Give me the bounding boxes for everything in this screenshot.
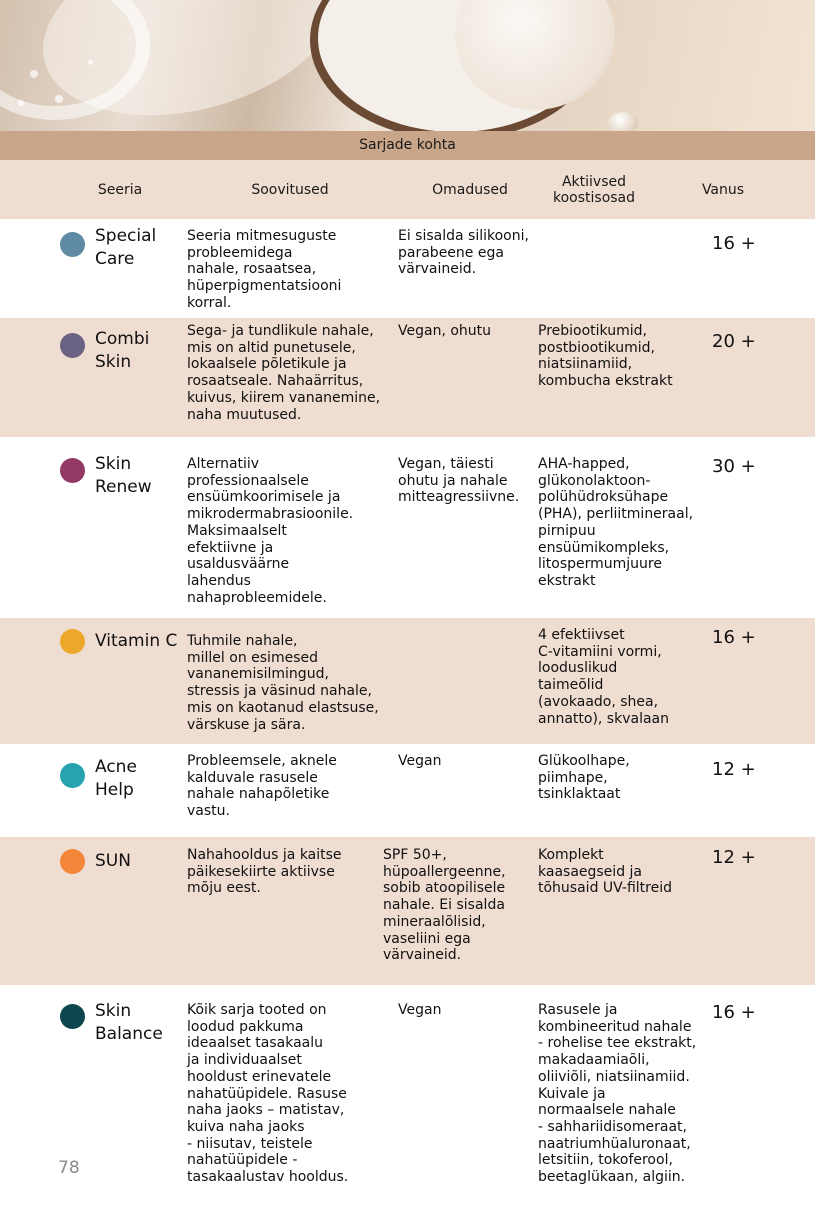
properties-cell: Vegan, täiesti ohutu ja nahale mitteagressiivne. xyxy=(398,456,520,506)
ingredients-cell: Rasusele ja kombineeritud nahale - rohelise tee ekstrakt, makadaamiaõli, oliiviõli, niatsiinamiid. Kuivale ja normaalsele nahale - sahhariidisomeraat, naatriumhüaluronaat, letsitiin, tokoferool, beetaglükaan, algiin. xyxy=(538,1002,697,1186)
series-name: Combi Skin xyxy=(95,329,150,372)
header-ingredients: Aktiivsed koostisosad xyxy=(552,173,636,206)
recommendations-cell: Kõik sarja tooted on loodud pakkuma ideaalset tasakaalu ja individuaalset hooldust erinevatele nahatüüpidele. Rasuse naha jaoks – matistav, kuiva naha jaoks - niisutav, teistele nahatüüpidele - tasakaalustav hooldus. xyxy=(187,1002,349,1186)
series-name: Special Care xyxy=(95,226,157,269)
ingredients-cell: Prebiootikumid, postbiootikumid, niatsiinamiid, kombucha ekstrakt xyxy=(538,323,673,390)
properties-cell: Vegan xyxy=(398,753,442,769)
age-cell: 20 + xyxy=(712,331,756,352)
ingredients-cell: 4 efektiivset C-vitamiini vormi, looduslikud taimeõlid (avokaado, shea, annatto), skvalaan xyxy=(538,627,669,727)
header-properties: Omadused xyxy=(432,181,508,198)
properties-cell: Vegan xyxy=(398,1002,442,1018)
series-color-dot xyxy=(60,629,85,654)
series-name: Vitamin C xyxy=(95,631,178,651)
table-row xyxy=(0,985,815,1211)
recommendations-cell: Alternatiiv professionaalsele ensüümkoorimisele ja mikrodermabrasioonile. Maksimaalselt efektiivne ja usaldusväärne lahendus nahaprobleemidele. xyxy=(187,456,354,606)
ingredients-cell: Glükoolhape, piimhape, tsinklaktaat xyxy=(538,753,630,803)
page-number: 78 xyxy=(58,1158,80,1178)
age-cell: 12 + xyxy=(712,847,756,868)
series-color-dot xyxy=(60,849,85,874)
age-cell: 16 + xyxy=(712,1002,756,1023)
table-row xyxy=(0,219,815,318)
header-series: Seeria xyxy=(97,181,143,198)
series-color-dot xyxy=(60,763,85,788)
series-color-dot xyxy=(60,1004,85,1029)
table-row xyxy=(0,744,815,837)
series-name: Skin Balance xyxy=(95,1001,163,1044)
properties-cell: SPF 50+, hüpoallergeenne, sobib atoopilisele nahale. Ei sisalda mineraalõlisid, vaseliini ega värvaineid. xyxy=(383,847,506,964)
recommendations-cell: Probleemsele, aknele kalduvale rasusele nahale nahapõletike vastu. xyxy=(187,753,337,820)
recommendations-cell: Sega- ja tundlikule nahale, mis on altid punetusele, lokaalsele põletikule ja rosaatseale. Nahaärritus, kuivus, kiirem vananemine, naha muutused. xyxy=(187,323,381,423)
table-row xyxy=(0,618,815,744)
table-header xyxy=(0,160,815,219)
table-row xyxy=(0,837,815,985)
table-row xyxy=(0,437,815,618)
age-cell: 12 + xyxy=(712,759,756,780)
series-name: Skin Renew xyxy=(95,454,152,497)
hero-image xyxy=(0,0,815,131)
ingredients-cell: Komplekt kaasaegseid ja tõhusaid UV-filtreid xyxy=(538,847,672,897)
table-row xyxy=(0,318,815,437)
series-color-dot xyxy=(60,333,85,358)
recommendations-cell: Nahahooldus ja kaitse päikesekiirte aktiivse mõju eest. xyxy=(187,847,342,897)
header-recommendations: Soovitused xyxy=(251,181,329,198)
properties-cell: Vegan, ohutu xyxy=(398,323,492,339)
recommendations-cell: Seeria mitmesuguste probleemidega nahale, rosaatsea, hüperpigmentatsiooni korral. xyxy=(187,228,342,311)
header-age: Vanus xyxy=(701,181,745,198)
age-cell: 16 + xyxy=(712,627,756,648)
ingredients-cell: AHA-happed, glükonolaktoon- polühüdroksühape (PHA), perliitmineraal, pirnipuu ensüümikompleks, litospermumjuure ekstrakt xyxy=(538,456,694,589)
age-cell: 16 + xyxy=(712,233,756,254)
series-color-dot xyxy=(60,458,85,483)
series-name: SUN xyxy=(95,851,131,871)
properties-cell: Ei sisalda silikooni, parabeene ega värvaineid. xyxy=(398,228,529,278)
series-color-dot xyxy=(60,232,85,257)
series-name: Acne Help xyxy=(95,757,137,800)
recommendations-cell: Tuhmile nahale, millel on esimesed vananemisilmingud, stressis ja väsinud nahale, mis on kaotanud elastsuse, värskuse ja sära. xyxy=(187,633,379,733)
age-cell: 30 + xyxy=(712,456,756,477)
table-title: Sarjade kohta xyxy=(0,131,815,160)
